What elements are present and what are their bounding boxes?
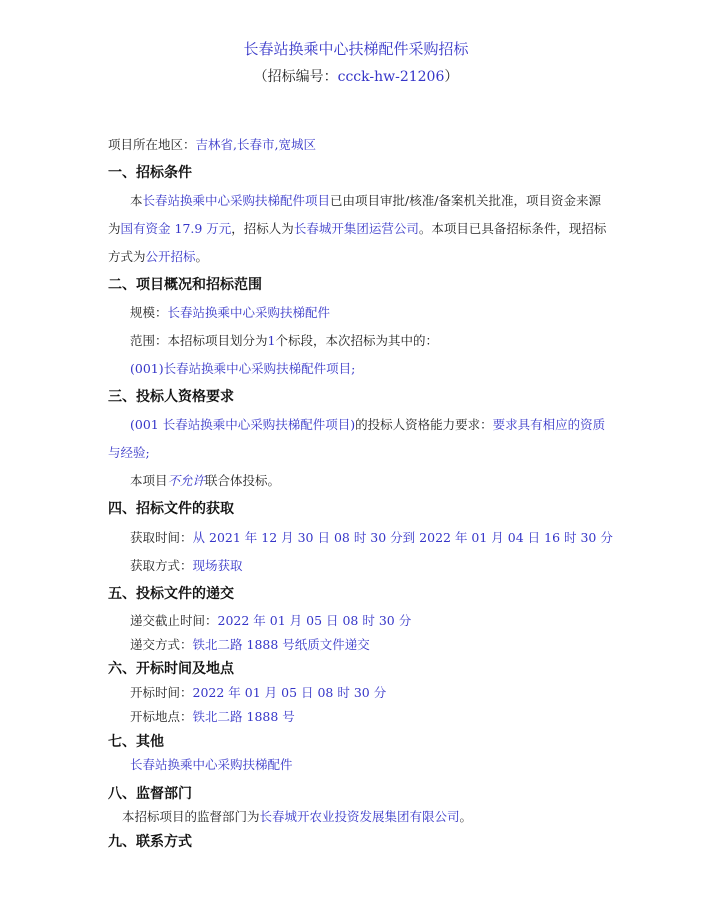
tender-code: ccck-hw-21206 xyxy=(337,69,445,85)
s6-time-label: 开标时间： xyxy=(130,685,193,700)
s8-text-b: 。 xyxy=(459,809,473,824)
s1-text: 本 xyxy=(130,193,143,208)
s1-tenderee: 长春城开集团运营公司 xyxy=(293,221,419,236)
s6-time-value: 2022 年 01 月 05 日 08 时 30 分 xyxy=(192,685,387,700)
s4-method-label: 获取方式： xyxy=(130,558,193,573)
section-heading-5: 五、投标文件的递交 xyxy=(108,586,234,602)
s3-text: 本项目 xyxy=(130,473,168,488)
location-value: 吉林省,长春市,宽城区 xyxy=(195,137,316,152)
s4-method-value: 现场获取 xyxy=(192,558,243,573)
location-label: 项目所在地区： xyxy=(108,137,196,152)
s4-time xyxy=(130,528,613,546)
s1-project-name: 长春站换乘中心采购扶梯配件项目 xyxy=(142,193,331,208)
s3-requirement: 要求具有相应的资质 xyxy=(492,417,606,432)
s1-text: 。 xyxy=(195,249,209,264)
s5-deadline-value: 2022 年 01 月 05 日 08 时 30 分 xyxy=(217,613,412,628)
s5-method-label: 递交方式： xyxy=(130,637,193,652)
s4-time-label: 获取时间： xyxy=(130,530,193,545)
s2-lot: (001)长春站换乘中心采购扶梯配件项目; xyxy=(130,361,356,376)
s5-method xyxy=(130,635,370,653)
s1-line-1 xyxy=(130,191,601,209)
tender-code-line xyxy=(0,66,712,86)
s3-requirement-line-2: 与经验; xyxy=(108,445,150,460)
s8-dept: 长春城开农业投资发展集团有限公司 xyxy=(259,809,460,824)
s2-range-text: 范围：本招标项目划分为 xyxy=(130,333,268,348)
s8-text-a: 本招标项目的监督部门为 xyxy=(122,809,260,824)
s1-text: 已由项目审批/核准/备案机关批准，项目资金来源 xyxy=(330,193,601,208)
s3-requirement-line-1 xyxy=(130,415,605,433)
s6-time xyxy=(130,683,386,701)
s3-text: 的投标人资格能力要求： xyxy=(355,417,493,432)
s2-scale xyxy=(130,303,330,321)
s6-place-value: 铁北二路 1888 号 xyxy=(192,709,295,724)
s4-time-value: 从 2021 年 12 月 30 日 08 时 30 分到 2022 年 01 月 04 日 16 时 30 分 xyxy=(192,530,613,545)
tender-code-suffix: ） xyxy=(444,69,459,85)
section-heading-6: 六、开标时间及地点 xyxy=(108,661,234,677)
s1-line-3 xyxy=(108,247,208,265)
s2-range xyxy=(130,331,438,349)
s3-consortium-flag: 不允许 xyxy=(167,473,206,488)
section-heading-1: 一、招标条件 xyxy=(108,165,192,181)
section-heading-4: 四、招标文件的获取 xyxy=(108,501,234,517)
section-heading-9: 九、联系方式 xyxy=(108,834,192,850)
s1-text: 为 xyxy=(108,221,121,236)
s6-place-label: 开标地点： xyxy=(130,709,193,724)
s8-text xyxy=(122,807,472,825)
s3-consortium xyxy=(130,471,280,489)
s2-lot-count: 1 xyxy=(267,333,276,348)
s4-method xyxy=(130,556,243,574)
section-heading-7: 七、其他 xyxy=(108,734,164,750)
section-heading-2: 二、项目概况和招标范围 xyxy=(108,277,262,293)
project-location xyxy=(108,135,316,153)
s3-text: 联合体投标。 xyxy=(205,473,281,488)
s3-lot-ref: (001 长春站换乘中心采购扶梯配件项目) xyxy=(130,417,356,432)
s1-text: 。本项目已具备招标条件，现招标 xyxy=(418,221,607,236)
s2-scale-value: 长春站换乘中心采购扶梯配件 xyxy=(167,305,331,320)
s1-line-2 xyxy=(108,219,606,237)
s6-place xyxy=(130,707,295,725)
s1-text: 方式为 xyxy=(108,249,146,264)
s5-deadline-label: 递交截止时间： xyxy=(130,613,218,628)
section-heading-3: 三、投标人资格要求 xyxy=(108,389,234,405)
page-title: 长春站换乘中心扶梯配件采购招标 xyxy=(243,40,469,58)
section-heading-8: 八、监督部门 xyxy=(108,786,192,802)
s1-text: ，招标人为 xyxy=(231,221,294,236)
s1-method: 公开招标 xyxy=(145,249,196,264)
s5-deadline xyxy=(130,611,411,629)
s7-text: 长春站换乘中心采购扶梯配件 xyxy=(130,757,293,772)
tender-code-prefix: （招标编号： xyxy=(253,69,338,85)
s2-scale-label: 规模： xyxy=(130,305,168,320)
s2-range-text: 个标段，本次招标为其中的： xyxy=(275,333,438,348)
s5-method-value: 铁北二路 1888 号纸质文件递交 xyxy=(192,637,370,652)
s1-fund: 国有资金 17.9 万元 xyxy=(120,221,232,236)
